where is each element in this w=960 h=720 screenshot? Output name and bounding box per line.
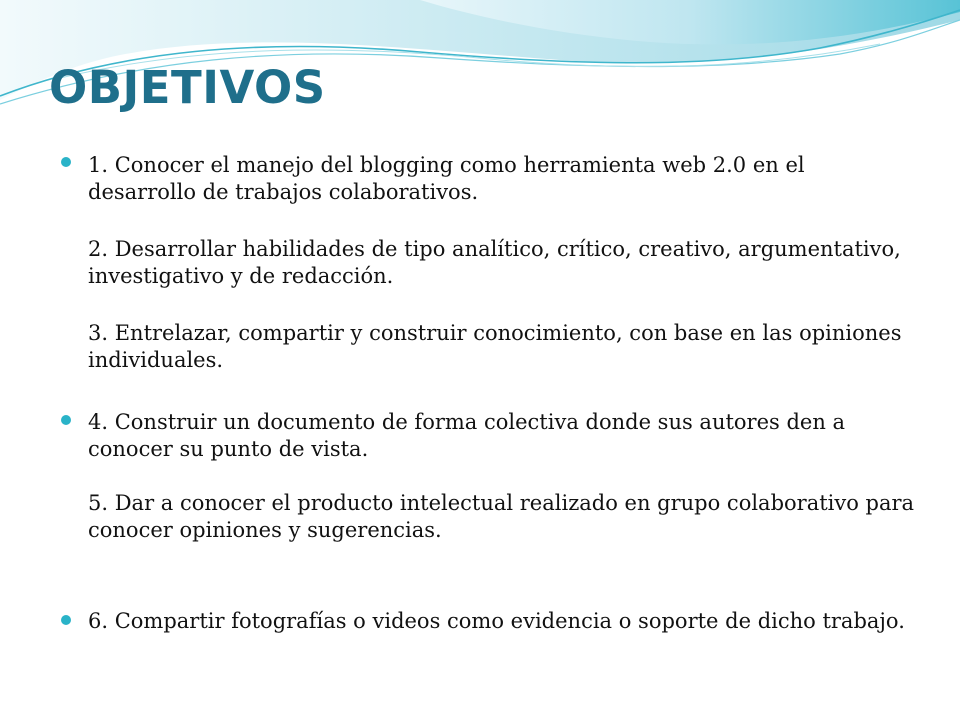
- objective-item-6: 6. Compartir fotografías o videos como evidencia o soporte de dicho trabajo.: [88, 609, 905, 633]
- bullet-icon: [61, 615, 71, 625]
- objective-item-5: 5. Dar a conocer el producto intelectual realizado en grupo colaborativo para conocer opiniones y sugerencias.: [88, 491, 915, 542]
- bullet-icon: [61, 157, 71, 167]
- objective-item-2: 2. Desarrollar habilidades de tipo analítico, crítico, creativo, argumentativo, investigativo y de redacción.: [88, 237, 901, 288]
- bullet-icon: [61, 415, 71, 425]
- objective-item-3: 3. Entrelazar, compartir y construir conocimiento, con base en las opiniones individuales.: [88, 321, 902, 372]
- slide-title: OBJETIVOS: [49, 61, 326, 114]
- objective-item-1: 1. Conocer el manejo del blogging como herramienta web 2.0 en el desarrollo de trabajos colaborativos.: [88, 153, 805, 204]
- objective-item-4: 4. Construir un documento de forma colectiva donde sus autores den a conocer su punto de vista.: [88, 410, 846, 461]
